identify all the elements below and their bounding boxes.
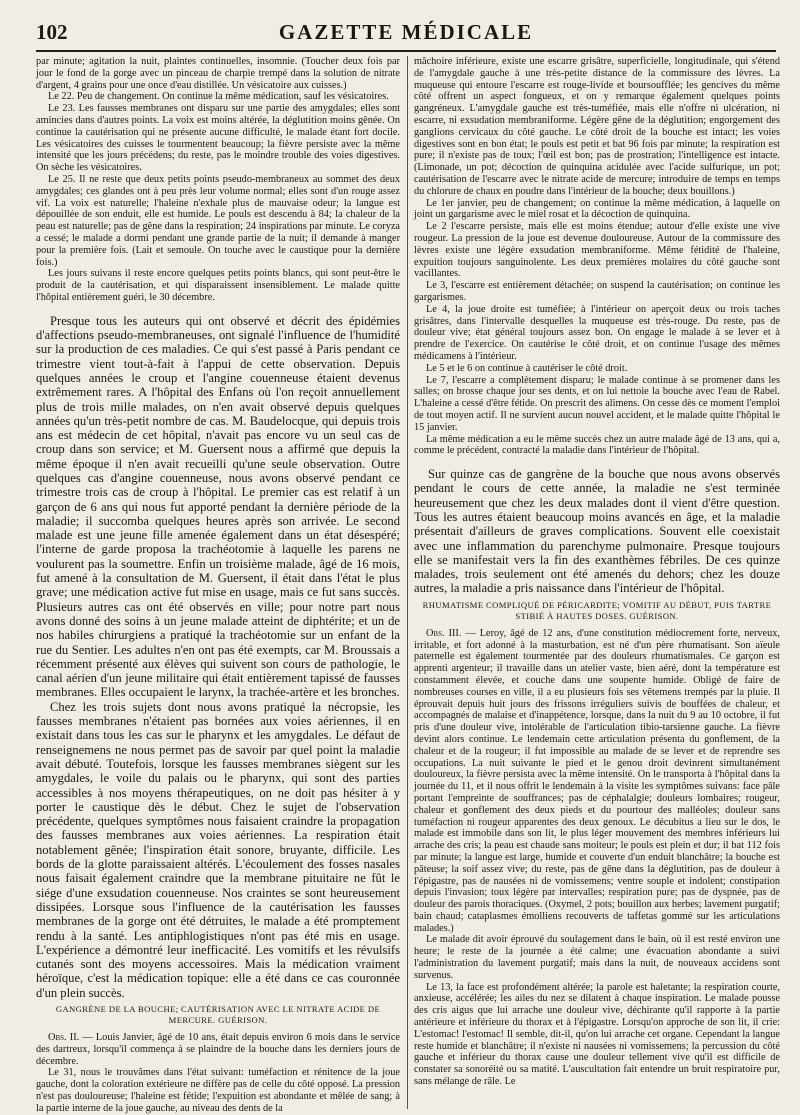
- paragraph: par minute; agitation la nuit, plaintes continuelles, insomnie. (Toucher deux fois par jour le fond de la gorge avec un pinceau de charpie trempé dans la solution de nitrate d'argent, 4 grains pour une once d'eau distillée. Un vésicatoire aux cuisses.): [36, 56, 400, 91]
- column-divider: [407, 56, 408, 1109]
- paragraph: Le 13, la face est profondément altérée; la parole est haletante; la respiration courte, anxieuse, accélérée; les ailes du nez se dilatent à chaque inspiration. Le malade pousse des cris aigus que lui arrache une douleur vive, déchirante qu'il rapporte à la partie antérieure et inférieure du thorax et à l'épigastre. Lorsqu'on approche de son lit, il crie: L'estomac! l'estomac! Il semble, dit-il, qu'on lui arrache cet organe. Cependant la langue reste humide et blanchâtre; il n'existe ni nausées ni vomissemens; la percussion du côté gauche et inférieur du thorax cause une douleur tellement vive qu'il est difficile de constater sa sonoréité ou sa matité. L'auscultation fait entendre un bruit respiratoire pur, sans mélange de râle. Le: [414, 981, 780, 1088]
- paragraph: Sur quinze cas de gangrène de la bouche que nous avons observés pendant le cours de cette année, la maladie ne s'est terminée heureusement que chez les deux malades dont il vient d'être question. Tous les autres étaient beaucoup moins avancés en âge, et la maladie présentait d'ailleurs de graves complications. Souvent elle coexistait avec une inflammation du parenchyme pulmonaire. Presque toujours elle se manifestait vers la fin des exanthèmes fébriles. De ces quinze malades, trois seulement ont été amenés du dehors; chez les douze autres, la maladie a pris naissance dans l'intérieur de l'hôpital.: [414, 467, 780, 596]
- paragraph: Le 22. Peu de changement. On continue la même médication, sauf les vésicatoires.: [48, 91, 389, 103]
- paragraph: mâchoire inférieure, existe une escarre grisâtre, superficielle, longitudinale, qui s'étend de l'amygdale gauche à une très-petite distance de la commissure des lèvres. La muqueuse qui entoure l'escarre est rouge-livide et boursoufflée; les gencives du même côté offrent un aspect fongueux, et on y remarque également quelques points gangréneux. L'amygdale gauche est très-tuméfiée, mais elle n'offre ni ulcération, ni escarre, ni exsudation membraniforme. Légère gêne de la déglutition; engorgement des ganglions cervicaux du côté gauche. Le côté droit de la bouche est intact; les voies digestives sont en bon état; le pouls est petit et bat 96 fois par minute; la respiration est pure; il n'existe pas de toux; l'œil est bon; pas de prostration; l'intelligence est intacte. (Limonade, un pot; décoction de quinquina acidulée avec l'acide sulfurique, un pot; cautérisation de l'escarre avec le nitrate acide de mercure; introduire de temps en temps du chlorure de chaux en poudre dans l'intérieur de la bouche; deux bouillons.): [414, 56, 780, 197]
- paragraph: Le 25. Il ne reste que deux petits points pseudo-membraneux au sommet des deux amygdales; ces glandes ont à peu près leur volume normal; elles sont d'un rouge assez vif. La voix est naturelle; l'haleine n'exhale plus de mauvaise odeur; la langue est dépouillée de son enduit, elle est humide. Le pouls est descendu à 84; la chaleur de la peau est naturelle; pas de gêne dans la respiration; 24 inspirations par minute. Le coryza a cessé; le malade a dormi pendant une grande partie de la nuit; il demande à manger pour la première fois. (Lait et semoule. On touche avec le caustique pour la dernière fois.): [36, 173, 400, 268]
- section-title: RHUMATISME COMPLIQUÉ DE PÉRICARDITE; VOMITIF AU DÉBUT, PUIS TARTRE STIBIÉ À HAUTES DOSES. GUÉRISON.: [422, 599, 772, 621]
- section-title: GANGRÈNE DE LA BOUCHE; CAUTÉRISATION AVEC LE NITRATE ACIDE DE MERCURE. GUÉRISON.: [55, 1003, 381, 1025]
- paragraph: Chez les trois sujets dont nous avons pratiqué la nécropsie, les fausses membranes n'étaient pas bornées aux voies aériennes, il en existait dans tous les cas sur le pharynx et les amygdales. Le défaut de renseignemens ne nous permet pas de savoir par quel point la maladie avait débuté. Toutefois, lorsque les fausses membranes siègent sur les amygdales, le voile du palais ou le pharynx, qui sont des parties accessibles à nos moyens thérapeutiques, on ne doit pas hésiter à y porter le caustique dès le début. Chez le sujet de l'observation précédente, quelques symptômes nous faisaient craindre la propagation des fausses membranes aux voies aériennes. La respiration était notablement gênée; l'inspiration était sonore, bruyante, difficile. Les bords de la glotte paraissaient altérés. L'écoulement des fosses nasales nous faisait également craindre que la membrane pituitaire ne fût le siége d'une exsudation couenneuse. Nos craintes se sont heureusement dissipées. Lorsque sous l'influence de la cautérisation les fausses membranes de la gorge ont été détruites, le malade a été promptement rendu à la santé. Les antiphlogistiques n'ont pas été mis en usage. L'expérience a démontré leur inefficacité. Les vomitifs et les révulsifs cutanés sont des moyens accessoires. Mais la médication vraiment héroïque, c'est la médication topique: elle a été dans ce cas couronnée d'un plein succès.: [36, 699, 400, 1000]
- left-column: [36, 56, 400, 1114]
- paragraph: Le 5 et le 6 on continue à cautériser le côté droit.: [426, 362, 628, 374]
- paragraph: Presque tous les auteurs qui ont observé et décrit des épidémies d'affections pseudo-membraneuses, ont signalé l'influence de l'humidité sur la production de ces maladies. Ce qui s'est passé à Paris pendant ce trimestre vient tout-à-fait à l'appui de cette observation. Depuis quelques années le croup et l'angine couenneuse étaient devenus extrêmement rares. A l'hôpital des Enfans où l'on reçoit annuellement plus de trois mille malades, on n'en avait observé depuis quelques années qu'un très-petit nombre de cas. M. Baudelocque, qui depuis trois ans est médecin de cet hôpital, n'avait pas encore vu un seul cas de croup dans son service; et M. Guersent nous a affirmé que depuis la même époque il n'en avait recueilli qu'une seule observation. Outre quelques cas d'angine couenneuse, nous avons observé pendant ce trimestre trois cas de croup à l'hôpital. Le premier cas est relatif à un garçon de 6 ans qui nous fut apporté pendant la dernière période de la maladie; il succomba quelques heures après son arrivée. Le second malade est une jeune fille amenée également dans un état désespéré; l'interne de garde proposa la trachéotomie à laquelle les parens ne voulurent pas la soumettre. Enfin un troisième malade, âgé de 16 mois, fut amené à la consultation de M. Guersent, il était dans l'état le plus grave; une médication active fut mise en usage, mais ce fut sans succès. Plusieurs autres cas ont été observés en ville; pour notre part nous avons donné des soins à un jeune malade atteint de diphtérite; et un de nos habiles chirurgiens a pratiqué la trachéotomie sur un enfant de la rue du Sentier. Les adultes n'en ont pas été exempts, car M. Broussais a récemment présenté aux élèves qui suivent son cours de pathologie, le canal aérien d'un jeune militaire qui était entièrement tapissé de fausses membranes. Elles occupaient le larynx, la trachée-artère et les bronches.: [36, 313, 400, 700]
- observation-label: Obs. III.: [426, 627, 462, 639]
- observation-paragraph: [36, 1032, 400, 1067]
- paragraph: Le 2 l'escarre persiste, mais elle est moins étendue; autour d'elle existe une vive rougeur. La pression de la joue est devenue douloureuse. Autour de la commissure des lèvres existe une légère exsudation membraniforme. Même fétidité de l'haleine, expuition toujours sanguinolente. Les deux premières molaires du côté gauche sont vacillantes.: [414, 221, 780, 280]
- paragraph: Le 1er janvier, peu de changement; on continue la même médication, à laquelle on joint un gargarisme avec le miel rosat et la décoction de quinquina.: [414, 197, 780, 221]
- text-columns: [36, 56, 780, 1114]
- observation-paragraph: [414, 628, 780, 935]
- paragraph: Le 7, l'escarre a complètement disparu; le malade continue à se promener dans les salles; on brosse chaque jour ses dents, et on lui nettoie la bouche avec l'eau de Rabel. L'haleine a cessé d'être fétide. On prescrit des alimens. On cesse dès ce moment l'emploi de tout moyen actif. Il ne survient aucun nouvel accident, et le malade quitte l'hôpital le 15 janvier.: [414, 374, 780, 433]
- paragraph: Les jours suivans il reste encore quelques petits points blancs, qui sont peut-être le produit de la cautérisation, et qui disparaissent insensiblement. Le malade quitte l'hôpital entièrement guéri, le 30 décembre.: [36, 268, 400, 303]
- paragraph: Le 3, l'escarre est entièrement détachée; on suspend la cautérisation; on continue les gargarismes.: [414, 280, 780, 303]
- observation-text: — Louis Janvier, âgé de 10 ans, était depuis environ 6 mois dans le service des dartreux, lorsqu'il commença à se plaindre de la bouche dans les derniers jours de décembre.: [36, 1031, 400, 1067]
- page-number: 102: [36, 20, 68, 44]
- paragraph: Le 23. Les fausses membranes ont disparu sur une partie des amygdales; elles sont amincies dans d'autres points. La voix est moins altérée, la déglutition moins gênée. On continue la cautérisation qui ne présente aucune difficulté, le malade étant fort docile. Les vésicatoires des cuisses le tourmentent beaucoup; la fièvre persiste avec la même intensité que les jours précédens; du reste, pas le moindre trouble des voies digestives. On sèche les vésicatoires.: [36, 103, 400, 174]
- paragraph: Le 31, nous le trouvâmes dans l'état suivant: tuméfaction et rénitence de la joue gauche, dont la coloration extérieure ne diffère pas de celle du côté opposé. La pression n'est pas douloureuse; l'haleine est fétide; l'expuition est abondante et mêlée de sang; à la partie interne de la joue gauche, au niveau des dents de la: [36, 1067, 400, 1114]
- paragraph: Le 4, la joue droite est tuméfiée; à l'intérieur on aperçoit deux ou trois taches grisâtres, dans l'intervalle desquelles la muqueuse est très-rouge. Du reste, pas de douleur vive; état général toujours assez bon. On engage le malade à se lever et à prendre de l'exercice. On cautérise le côté droit, et on continue l'usage des mêmes médicamens à l'intérieur.: [414, 303, 780, 362]
- paragraph: Le malade dit avoir éprouvé du soulagement dans le bain, où il est resté environ une heure; le reste de la journée a été calme; une évacuation abondante a suivi l'administration du lavement purgatif; mais dans la nuit, de nouveaux accidens sont survenus.: [414, 934, 780, 981]
- observation-text: — Leroy, âgé de 12 ans, d'une constitution médiocrement forte, nerveux, irritable, et fort adonné à la masturbation, est né d'un père rhumatisant. Son aïeule paternelle est également tourmentée par des douleurs rhumatismales. Ce garçon est apprenti argenteur; il travaille dans un atelier vaste, bien aéré, dont la température est constamment élevée, et couche dans une soupente humide. Obligé de faire de nombreuses courses en ville, il a eu plusieurs fois ses vêtemens trempés par la pluie. Il éprouvait depuis huit jours des frissons irréguliers suivis de bouffées de chaleur, et accompagnés de malaise et d'inappétence, lorsque, dans la nuit du 9 au 10 octobre, il fut pris d'une douleur vive, intolérable de l'articulation tibio-tarsienne gauche. La fièvre devint alors continue. Le lendemain cette articulation présenta du gonflement, de la chaleur et de la rougeur; il fut impossible au malade de se lever et de reprendre ses occupations. La nuit suivante le pied et le genou droit devinrent simultanément douloureux, la fièvre persista avec la même intensité. On le transporta à l'hôpital dans la journée du 11, et il nous offrit le lendemain à la visite les symptômes suivans: face pâle portant l'empreinte de souffrances; pas de céphalalgie; douleurs lombaires; rougeur, chaleur et gonflement des deux pieds et du pourtour des malléoles; douleur sans tuméfaction ni rougeur apparentes des deux genoux. Le décubitus a lieu sur le dos, le malade est immobile dans son lit, le plus léger mouvement des membres inférieurs lui arrache des cris; la peau est chaude sans moiteur; le pouls est plein et dur; il bat 112 fois par minute; la langue est large, humide et couverte d'un enduit blanchâtre; la bouche est pâteuse; la soif assez vive; du reste, pas de gêne dans la déglutition, pas de douleur à l'épigastre, pas de nausées ni de vomissemens; ventre souple et indolent; constipation depuis l'invasion; toux légère par intervalles; respiration pure; pas de dyspnée, pas de douleur des parois thoraciques. (Oxymel, 2 pots; bouillon aux herbes; lavement purgatif; bain chaud; cataplasmes émolliens recouverts de taffetas gommé sur les articulations malades.): [414, 627, 780, 934]
- page-header: [36, 14, 776, 52]
- right-column: [414, 56, 780, 1109]
- journal-title: GAZETTE MÉDICALE: [278, 20, 534, 44]
- paragraph: La même médication a eu le même succès chez un autre malade âgé de 13 ans, qui a, comme le précédent, contracté la maladie dans l'intérieur de l'hôpital.: [414, 433, 780, 457]
- observation-label: Obs. II.: [48, 1031, 80, 1043]
